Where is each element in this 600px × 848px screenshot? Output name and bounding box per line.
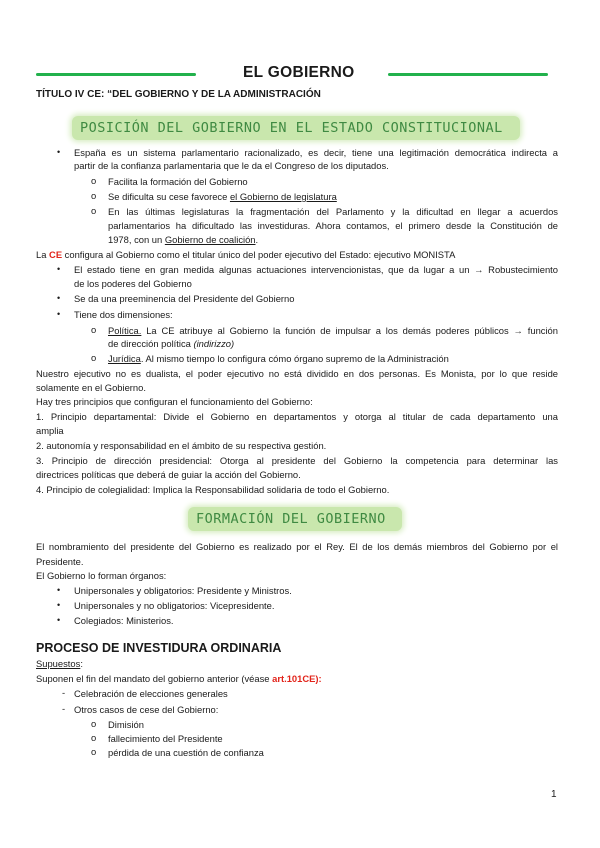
list-item-line: En las últimas legislaturas la fragmentación del Parlamento y la dificultad en llegar a acuerdos	[108, 206, 558, 217]
list-item-line: Jurídica. Al mismo tiempo lo configura cómo órgano supremo de la Administración	[108, 353, 449, 364]
list-item-line: 1978, con un Gobierno de coalición.	[108, 234, 259, 245]
circle-bullet: o	[91, 190, 97, 201]
list-item: Unipersonales y obligatorios: Presidente y Ministros.	[74, 585, 292, 596]
circle-bullet: o	[91, 352, 97, 363]
circle-bullet: o	[91, 746, 97, 757]
document-subtitle: TÍTULO IV CE: “DEL GOBIERNO Y DE LA ADMINISTRACIÓN	[36, 89, 321, 100]
paragraph-line: solamente en el Gobierno.	[36, 382, 146, 393]
paragraph-line: El nombramiento del presidente del Gobierno es realizado por el Rey. El de los demás miembros del Gobierno por el	[36, 541, 558, 552]
list-item: fallecimiento del Presidente	[108, 733, 223, 744]
paragraph-line: 2. autonomía y responsabilidad en el ámbito de su respectiva gestión.	[36, 440, 327, 451]
section-heading-investidura: PROCESO DE INVESTIDURA ORDINARIA	[36, 641, 282, 655]
list-item: Otros casos de cese del Gobierno:	[74, 704, 219, 715]
circle-bullet: o	[91, 718, 97, 729]
list-item: Celebración de elecciones generales	[74, 688, 228, 699]
dash-bullet: -	[62, 687, 66, 698]
section-heading-posicion: POSICIÓN DEL GOBIERNO EN EL ESTADO CONSTITUCIONAL	[80, 120, 503, 136]
circle-bullet: o	[91, 324, 97, 335]
paragraph-line: partir de la confianza parlamentaria que le da el Congreso de los diputados.	[74, 160, 389, 171]
header-rule-right	[388, 73, 548, 76]
paragraph-line: Nuestro ejecutivo no es dualista, el poder ejecutivo no está dividido en dos personas. Es Monista, por lo que reside	[36, 368, 558, 379]
list-item: Facilita la formación del Gobierno	[108, 176, 248, 187]
article-reference: art.101CE	[272, 673, 316, 684]
header-rule-left	[36, 73, 196, 76]
paragraph-line: Presidente.	[36, 556, 84, 567]
paragraph-line: Supuestos:	[36, 658, 83, 669]
paragraph-line: El Gobierno lo forman órganos:	[36, 570, 167, 581]
circle-bullet: o	[91, 205, 97, 216]
paragraph-line: Hay tres principios que configuran el funcionamiento del Gobierno:	[36, 396, 313, 407]
paragraph-line: La CE configura al Gobierno como el titular único del poder ejecutivo del Estado: ejecutivo MONISTA	[36, 249, 456, 260]
circle-bullet: o	[91, 732, 97, 743]
bullet: •	[57, 309, 61, 319]
dash-bullet: -	[62, 703, 66, 714]
section-heading-formacion: FORMACIÓN DEL GOBIERNO	[196, 511, 386, 527]
list-item: Se dificulta su cese favorece el Gobierno de legislatura	[108, 191, 337, 202]
list-item-line: Política. La CE atribuye al Gobierno la función de impulsar a los demás poderes públicos → función	[108, 325, 558, 336]
paragraph-line: 1. Principio departamental: Divide el Gobierno en departamentos y otorga al titular de cada departamento una	[36, 411, 558, 422]
bullet: •	[57, 615, 61, 625]
list-item: pérdida de una cuestión de confianza	[108, 747, 264, 758]
bullet: •	[57, 264, 61, 274]
paragraph-line: amplia	[36, 425, 64, 436]
list-item: Tiene dos dimensiones:	[74, 309, 173, 320]
paragraph-line: de los poderes del Gobierno	[74, 278, 192, 289]
list-item: Se da una preeminencia del Presidente del Gobierno	[74, 293, 295, 304]
paragraph-line: directrices políticas que deberá de guiar la acción del Gobierno.	[36, 469, 301, 480]
page-title: EL GOBIERNO	[243, 64, 355, 81]
page-number: 1	[551, 789, 557, 800]
circle-bullet: o	[91, 175, 97, 186]
paragraph-line: 4. Principio de colegialidad: Implica la Responsabilidad solidaria de todo el Gobierno.	[36, 484, 390, 495]
paragraph-line: España es un sistema parlamentario racionalizado, es decir, tiene una legitimación democrática indirecta a	[74, 147, 558, 158]
link-gobierno-legislatura: el Gobierno de legislatura	[229, 191, 337, 202]
paragraph-line: El estado tiene en gran medida algunas actuaciones intervencionistas, que da lugar a un → Robustecimiento	[74, 264, 558, 275]
bullet: •	[57, 585, 61, 595]
link-gobierno-coalicion: Gobierno de coalición	[164, 234, 256, 245]
list-item-line: de dirección política (indirizzo)	[108, 338, 235, 349]
paragraph-line: Suponen el fin del mandato del gobierno anterior (véase art.101CE):	[36, 673, 322, 684]
paragraph-line: 3. Principio de dirección presidencial: Otorga al presidente del Gobierno la competencia para determinar las	[36, 455, 558, 466]
list-item: Unipersonales y no obligatorios: Vicepresidente.	[74, 600, 275, 611]
list-item-line: parlamentarios ha dificultado las investiduras. Ahora contamos, el primero desde la Constitución de	[108, 220, 558, 231]
bullet: •	[57, 147, 61, 157]
bullet: •	[57, 600, 61, 610]
bullet: •	[57, 293, 61, 303]
list-item: Colegiados: Ministerios.	[74, 615, 174, 626]
list-item: Dimisión	[108, 719, 144, 730]
